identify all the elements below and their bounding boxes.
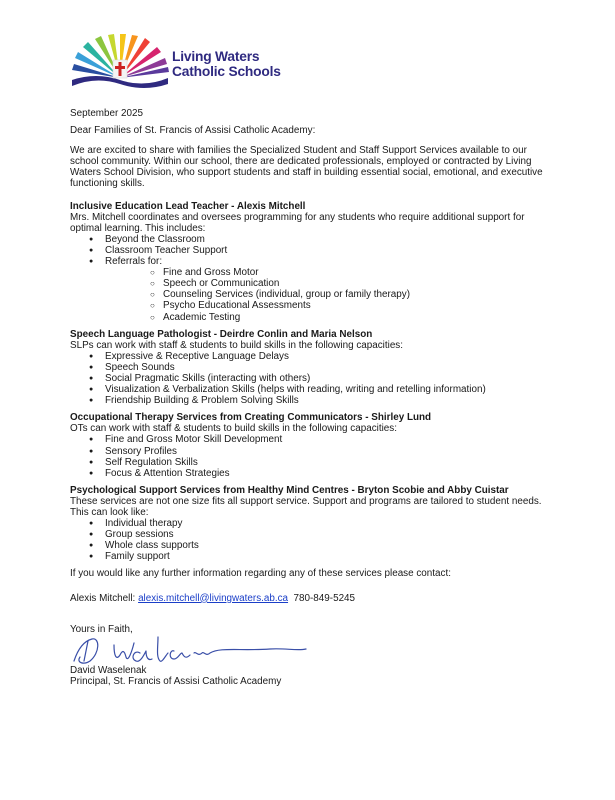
list-item: ● Family support [70,551,550,562]
contact-name: Alexis Mitchell: [70,592,136,604]
handwritten-signature [70,637,550,665]
list-item: ● Focus & Attention Strategies [70,468,550,479]
list-item: ● Fine and Gross Motor Skill Development [70,434,550,445]
list-item: ● Individual therapy [70,518,550,529]
sub-list-item: ○ Counseling Services (individual, group or family therapy) [105,289,550,300]
section-description: SLPs can work with staff & students to build skills in the following capacities: [70,339,403,351]
letter-date: September 2025 [70,108,144,119]
list-item: ● Speech Sounds [70,362,550,373]
section-title: Inclusive Education Lead Teacher - Alexis Mitchell [70,200,306,212]
section-title: Occupational Therapy Services from Creating Communicators - Shirley Lund [70,412,432,424]
bullet-list [70,434,550,478]
sub-list-item: ○ Academic Testing [105,312,550,323]
sub-list-item: ○ Fine and Gross Motor [105,267,550,278]
section-speech-language [70,329,550,407]
sign-off: Yours in Faith, [70,623,133,635]
bullet-list [70,351,550,406]
section-psychological-support [70,485,550,563]
contact-email-link[interactable]: alexis.mitchell@livingwaters.ab.ca [138,592,289,604]
greeting: Dear Families of St. Francis of Assisi Catholic Academy: [70,125,316,137]
list-item: ● Self Regulation Skills [70,457,550,468]
intro-paragraph: We are excited to share with families the Specialized Student and Staff Support Services available to our school community. Within our school, there are dedicated professionals, employed or contracted by Living Waters School Division, who support students and staff in building essential social, emotional, and executive functioning skills. [70,145,543,190]
list-item [70,256,550,323]
letter-body [70,108,550,687]
contact-line [70,593,550,604]
sunburst-cross-icon [68,34,172,90]
bullet-list [70,234,550,323]
list-item: ● Visualization & Verbalization Skills (helps with reading, writing and retelling information) [70,384,550,395]
section-inclusive-education [70,201,550,323]
list-item: ● Social Pragmatic Skills (interacting with others) [70,373,550,384]
list-item-label: Referrals for: [105,256,163,268]
list-item: ● Group sessions [70,529,550,540]
signature-icon [70,631,320,669]
logo-line-1: Living Waters [172,49,260,64]
signer-name: David Waselenak [70,664,147,676]
section-description: These services are not one size fits all support service. Support and programs are tailored to student needs. This can look like: [70,495,542,518]
list-item: ● Friendship Building & Problem Solving Skills [70,395,550,406]
section-description: Mrs. Mitchell coordinates and oversees programming for any students who require additional support for optimal learning. This includes: [70,211,525,234]
contact-phone: 780-849-5245 [293,592,356,604]
list-item: ● Whole class supports [70,540,550,551]
list-item: ● Sensory Profiles [70,446,550,457]
sub-list-item: ○ Speech or Communication [105,278,550,289]
list-item: ● Beyond the Classroom [70,234,550,245]
logo-line-2: Catholic Schools [172,63,281,79]
logo-wordmark [172,50,281,79]
section-description: OTs can work with staff & students to build skills in the following capacities: [70,423,397,435]
section-title: Speech Language Pathologist - Deirdre Conlin and Maria Nelson [70,328,373,340]
bullet-list [70,518,550,562]
signer-title: Principal, St. Francis of Assisi Catholic Academy [70,675,282,687]
section-title: Psychological Support Services from Healthy Mind Centres - Bryton Scobie and Abby Cuistar [70,484,509,496]
section-occupational-therapy [70,412,550,479]
list-item: ● Expressive & Receptive Language Delays [70,351,550,362]
list-item: ● Classroom Teacher Support [70,245,550,256]
contact-request: If you would like any further information regarding any of these services please contact: [70,568,451,580]
sub-bullet-list [105,267,550,322]
sub-list-item: ○ Psycho Educational Assessments [105,300,550,311]
